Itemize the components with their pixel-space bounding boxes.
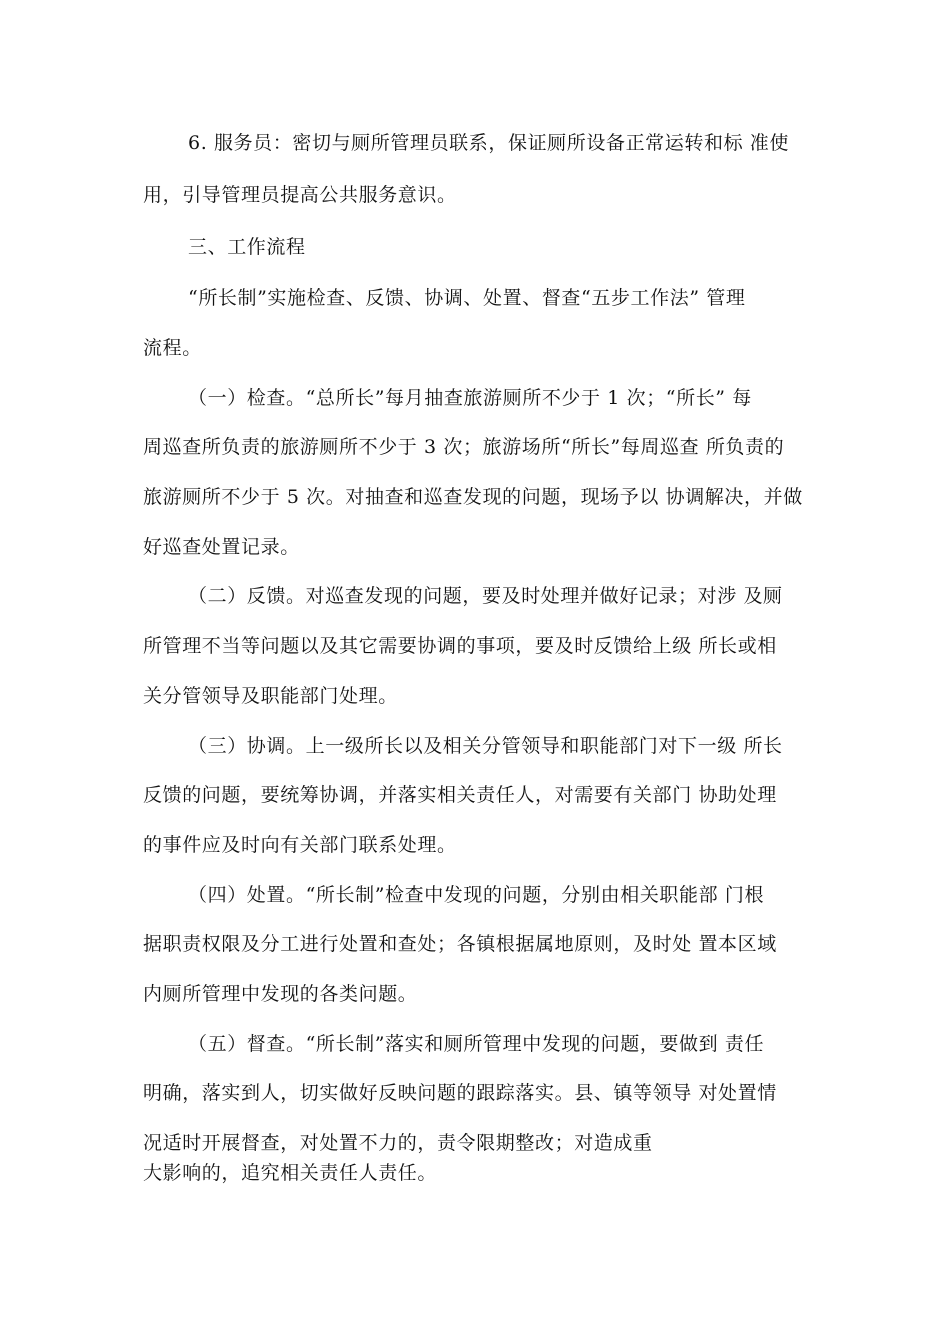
text-line: 流程。 xyxy=(143,337,202,359)
text-line: 的事件应及时向有关部门联系处理。 xyxy=(143,834,457,856)
text-line: 反馈的问题，要统筹协调，并落实相关责任人，对需要有关部门 协助处理 xyxy=(143,784,777,806)
text-line: “所长制”实施检查、反馈、协调、处置、督查“五步工作法” 管理 xyxy=(188,287,746,309)
text-line: 明确，落实到人，切实做好反映问题的跟踪落实。县、镇等领导 对处置情 xyxy=(143,1082,777,1104)
text-line: 关分管领导及职能部门处理。 xyxy=(143,685,398,707)
text-line: 好巡查处置记录。 xyxy=(143,536,300,558)
text-line: 6. 服务员：密切与厕所管理员联系，保证厕所设备正常运转和标 准使 xyxy=(188,132,790,154)
text-line: 周巡查所负责的旅游厕所不少于 3 次；旅游场所“所长”每周巡查 所负责的 xyxy=(143,436,785,458)
section-heading: 三、工作流程 xyxy=(188,236,306,258)
text-line: （五）督查。“所长制”落实和厕所管理中发现的问题，要做到 责任 xyxy=(188,1033,765,1055)
text-line: （四）处置。“所长制”检查中发现的问题，分别由相关职能部 门根 xyxy=(188,884,765,906)
text-line: （一）检查。“总所长”每月抽查旅游厕所不少于 1 次；“所长” 每 xyxy=(188,387,752,409)
text-line: 用，引导管理员提高公共服务意识。 xyxy=(143,184,457,206)
text-line: 旅游厕所不少于 5 次。对抽查和巡查发现的问题，现场予以 协调解决，并做 xyxy=(143,486,803,508)
text-line: 据职责权限及分工进行处置和查处；各镇根据属地原则，及时处 置本区域 xyxy=(143,933,777,955)
text-line: 况适时开展督查，对处置不力的，责令限期整改；对造成重 xyxy=(143,1132,653,1154)
text-line: 大影响的，追究相关责任人责任。 xyxy=(143,1162,438,1184)
text-line: 所管理不当等问题以及其它需要协调的事项，要及时反馈给上级 所长或相 xyxy=(143,635,777,657)
text-line: 内厕所管理中发现的各类问题。 xyxy=(143,983,418,1005)
text-line: （三）协调。上一级所长以及相关分管领导和职能部门对下一级 所长 xyxy=(188,735,783,757)
text-line: （二）反馈。对巡查发现的问题，要及时处理并做好记录；对涉 及厕 xyxy=(188,585,783,607)
